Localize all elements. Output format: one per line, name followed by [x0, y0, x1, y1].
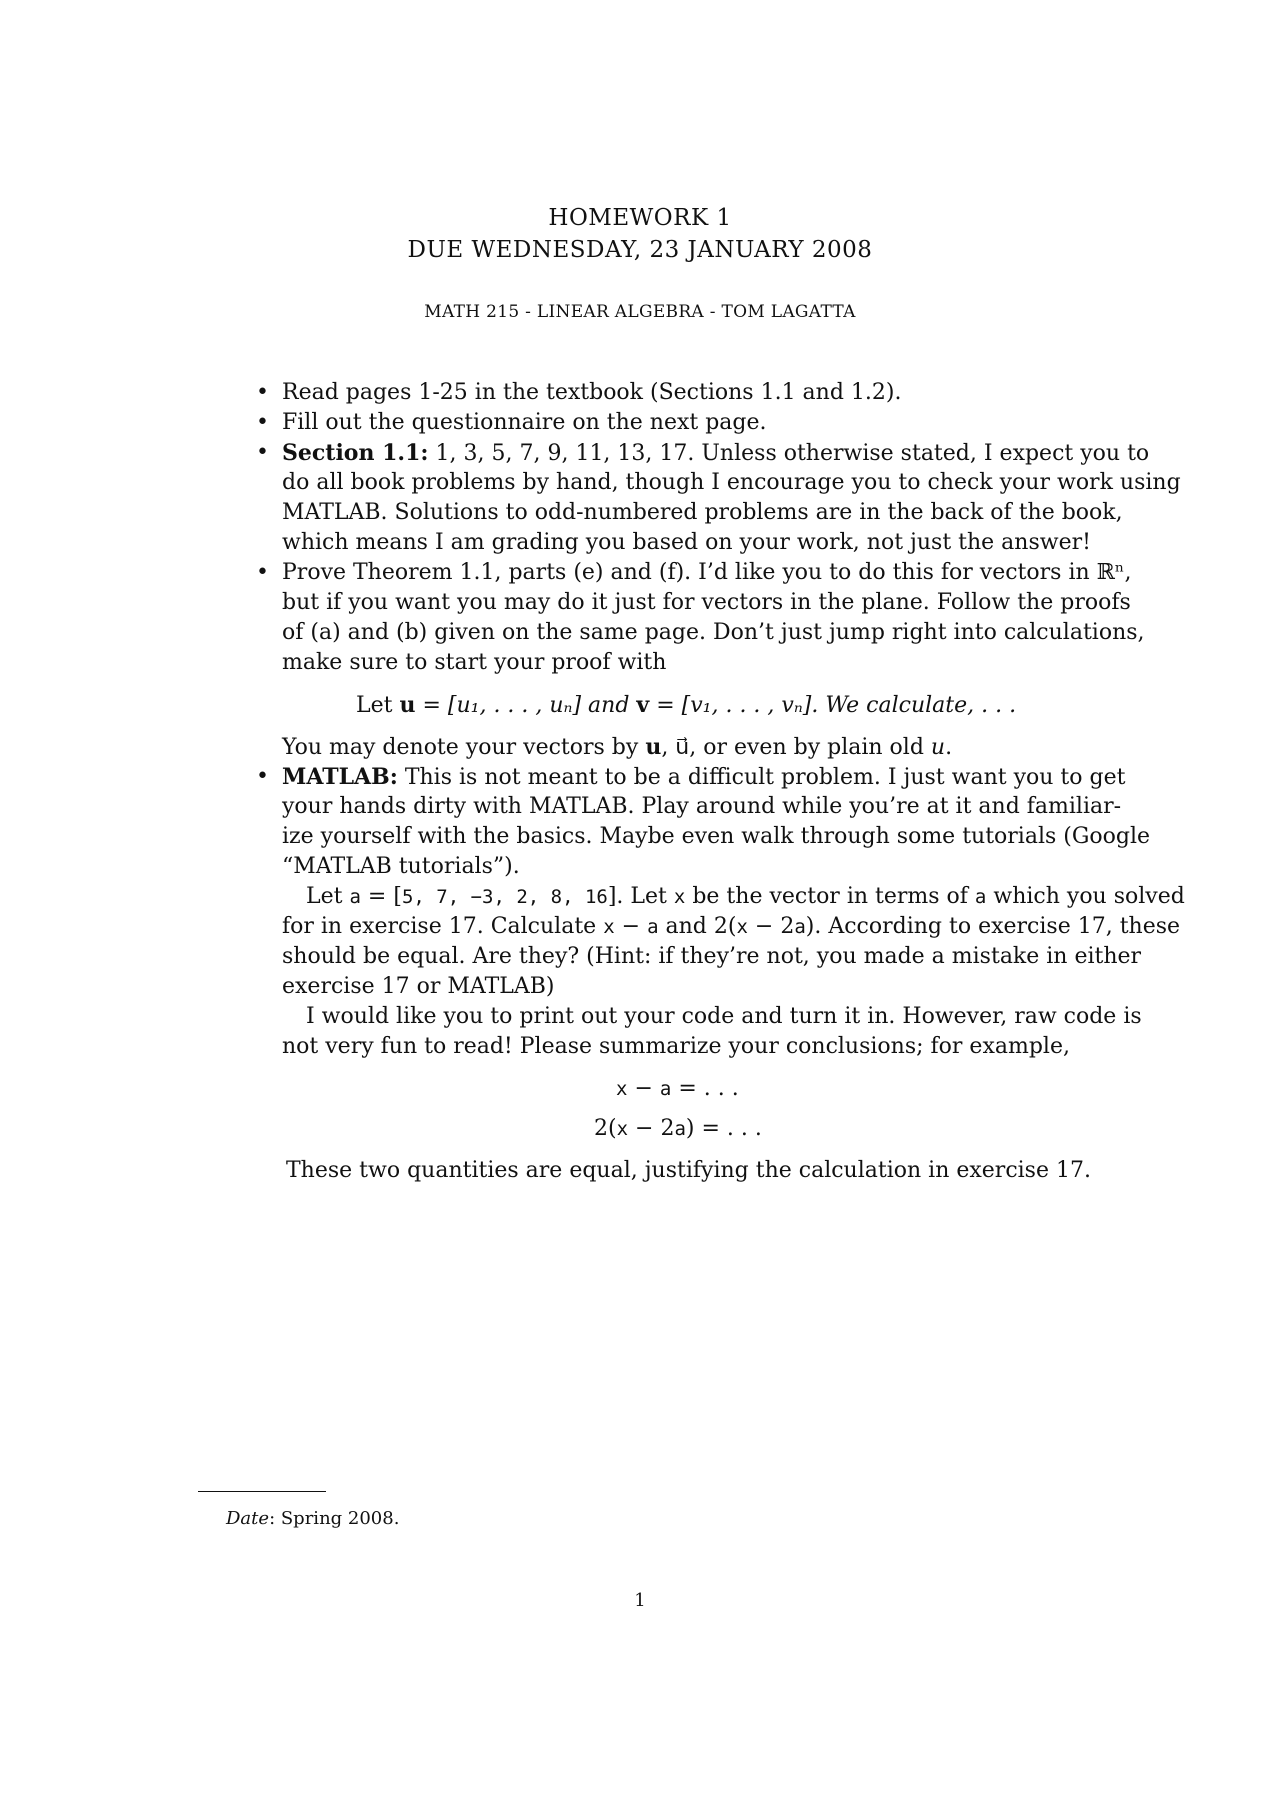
item-matlab: MATLAB: This is not meant to be a difficult problem. I just want you to get: [282, 764, 1126, 790]
item-questionnaire: Fill out the questionnaire on the next page.: [282, 410, 767, 435]
equal-line: should be equal. Are they? (Hint: if they’re not, you made a mistake in either: [282, 944, 1142, 969]
item-matlab-line: “MATLAB tutorials”).: [282, 854, 520, 879]
conclusion-line: These two quantities are equal, justifying the calculation in exercise 17.: [286, 1158, 1091, 1183]
item-prove: Prove Theorem 1.1, parts (e) and (f). I’d like you to do this for vectors in ℝⁿ,: [282, 560, 1132, 585]
footnote-date: Date: Spring 2008.: [226, 1508, 400, 1529]
item-prove-line: but if you want you may do it just for vectors in the plane. Follow the proofs: [282, 590, 1131, 615]
bullet-marker: •: [256, 410, 269, 435]
item-section-line: do all book problems by hand, though I encourage you to check your work using: [282, 470, 1181, 495]
let-u-v-equation: Let u = [u₁, . . . , uₙ] and v = [v₁, . . . , vₙ]. We calculate, . . .: [356, 692, 1017, 718]
calculate-line: for in exercise 17. Calculate x − a and 2(x − 2a). According to exercise 17, these: [282, 914, 1181, 939]
item-prove-line: of (a) and (b) given on the same page. Don’t just jump right into calculations,: [282, 620, 1145, 645]
item-prove-line: make sure to start your proof with: [282, 650, 667, 675]
page-number: 1: [634, 1590, 646, 1611]
print-line: not very fun to read! Please summarize your conclusions; for example,: [282, 1034, 1070, 1059]
item-read: Read pages 1-25 in the textbook (Sections 1.1 and 1.2).: [282, 380, 902, 405]
due-date-title: DUE WEDNESDAY, 23 JANUARY 2008: [407, 237, 873, 263]
bullet-marker: •: [256, 560, 269, 585]
item-matlab-line: your hands dirty with MATLAB. Play around while you’re at it and familiar-: [282, 794, 1122, 819]
print-line: I would like you to print out your code and turn it in. However, raw code is: [306, 1004, 1142, 1029]
matlab-label: MATLAB:: [282, 764, 398, 790]
let-a-line: Let a = [5, 7, −3, 2, 8, 16]. Let x be the vector in terms of a which you solved: [306, 884, 1185, 909]
section-label: Section 1.1:: [282, 440, 429, 466]
item-section-line: which means I am grading you based on your work, not just the answer!: [282, 530, 1091, 555]
equation-2x-minus-2a: 2(x − 2a) = . . .: [594, 1116, 762, 1141]
equal-line: exercise 17 or MATLAB): [282, 974, 555, 999]
item-section: Section 1.1: 1, 3, 5, 7, 9, 11, 13, 17. Unless otherwise stated, I expect you to: [282, 440, 1150, 466]
item-matlab-line: ize yourself with the basics. Maybe even walk through some tutorials (Google: [282, 824, 1151, 849]
item-section-line: MATLAB. Solutions to odd-numbered problems are in the back of the book,: [282, 500, 1123, 525]
course-subtitle: MATH 215 - LINEAR ALGEBRA - TOM LAGATTA: [424, 302, 856, 322]
bullet-marker: •: [256, 440, 269, 465]
bullet-marker: •: [256, 764, 269, 789]
bullet-marker: •: [256, 380, 269, 405]
equation-x-minus-a: x − a = . . .: [616, 1076, 739, 1101]
item-denote: You may denote your vectors by u, u⃗, or even by plain old u.: [282, 734, 953, 760]
homework-title: HOMEWORK 1: [548, 205, 732, 231]
footnote-rule: [198, 1491, 326, 1492]
